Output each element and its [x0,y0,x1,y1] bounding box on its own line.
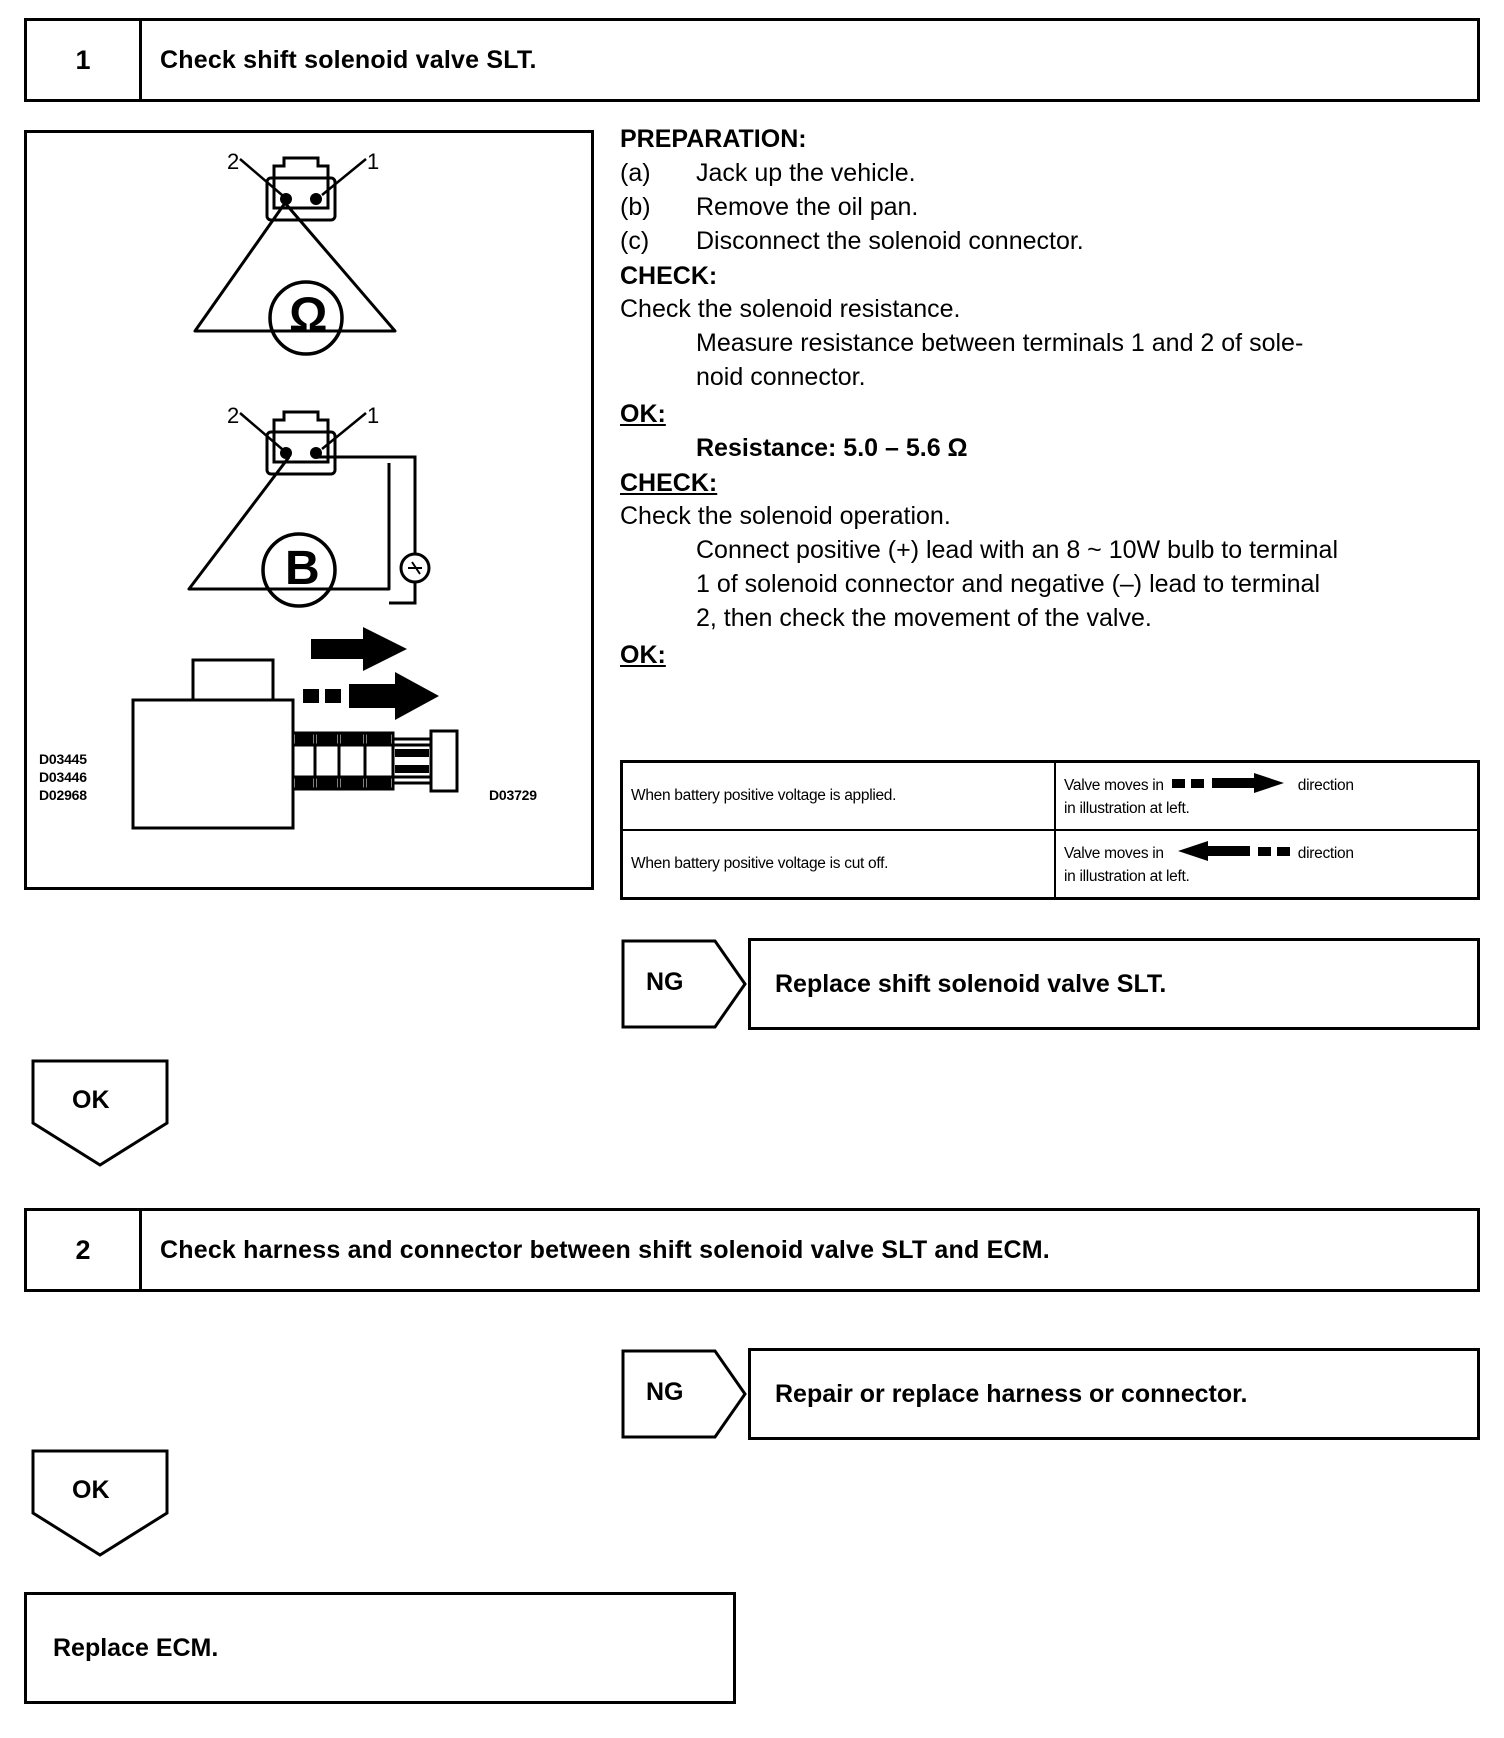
result-condition: When battery positive voltage is applied. [622,762,1056,831]
check-resistance-detail-line-2: noid connector. [696,363,866,391]
ok-label-2: OK [72,1476,110,1504]
ng-tag-1 [620,938,748,1030]
result-text-post: direction [1297,777,1354,795]
result-text-line-2: in illustration at left. [1064,868,1190,885]
preparation-item [620,156,1480,190]
left-arrow-icon [1172,841,1290,867]
step-2-box [24,1208,1480,1292]
terminal-label-right-bottom: 1 [367,403,380,428]
terminal-label-left-top: 2 [227,149,240,174]
ng-label-2: NG [646,1378,684,1406]
illustration-code-3: D02968 [39,787,87,803]
ng-tag-2 [620,1348,748,1440]
terminal-label-left-bottom: 2 [227,403,240,428]
step-1-title: Check shift solenoid valve SLT. [160,45,537,74]
preparation-item-text: Disconnect the solenoid connector. [696,227,1084,255]
result-text-pre: Valve moves in [1064,777,1164,795]
check-resistance-detail-line-1: Measure resistance between terminals 1 and 2 of sole- [696,329,1304,357]
preparation-heading: PREPARATION: [620,125,807,153]
illustration-code-1: D03445 [39,751,87,767]
preparation-item-letter: (b) [620,193,651,221]
ng-result-1: Replace shift solenoid valve SLT. [748,938,1480,1030]
terminal-label-right-top: 1 [367,149,380,174]
illustration-panel [24,130,594,890]
preparation-item [620,224,1480,258]
ng-label-1: NG [646,968,684,996]
result-text-post: direction [1297,845,1354,863]
ng-result-2: Repair or replace harness or connector. [748,1348,1480,1440]
ok-operation-heading: OK: [620,641,666,669]
solenoid-illustration [27,133,591,887]
preparation-item-letter: (a) [620,159,651,187]
check-operation-detail-line-1: Connect positive (+) lead with an 8 ~ 10W bulb to terminal [696,536,1339,564]
final-action-box: Replace ECM. [24,1592,736,1704]
preparation-item [620,190,1480,224]
result-description [1055,762,1479,831]
illustration-code-right: D03729 [489,787,537,803]
result-text-pre: Valve moves in [1064,845,1164,863]
ok-resistance-value: Resistance: 5.0 – 5.6 Ω [696,434,968,462]
illustration-code-2: D03446 [39,769,87,785]
preparation-item-text: Jack up the vehicle. [696,159,916,187]
procedure-text-column [620,125,1480,672]
battery-symbol: B [285,542,320,595]
ok-label-1: OK [72,1086,110,1114]
step-1-box [24,18,1480,102]
ng-branch-1 [620,938,1480,1030]
check-operation-heading: CHECK: [620,469,718,497]
check-operation-detail-line-3: 2, then check the movement of the valve. [696,604,1152,632]
result-description [1055,830,1479,899]
ok-tag-2 [30,1448,170,1558]
step-2-title: Check harness and connector between shift solenoid valve SLT and ECM. [160,1235,1050,1264]
check-operation-detail-line-2: 1 of solenoid connector and negative (–) lead to terminal [696,570,1320,598]
check-operation-line: Check the solenoid operation. [620,502,951,530]
step-2-number: 2 [27,1211,142,1289]
preparation-item-letter: (c) [620,227,650,255]
ok-resistance-heading: OK: [620,400,666,428]
operation-result-table [620,760,1480,900]
ok-tag-1 [30,1058,170,1168]
step-1-number: 1 [27,21,142,99]
ohm-symbol: Ω [289,289,328,342]
check-resistance-heading: CHECK: [620,262,718,290]
result-condition: When battery positive voltage is cut off. [622,830,1056,899]
table-row [622,762,1479,831]
ng-branch-2 [620,1348,1480,1440]
right-arrow-icon [1172,773,1290,799]
result-text-line-2: in illustration at left. [1064,800,1190,817]
check-resistance-line: Check the solenoid resistance. [620,295,961,323]
table-row [622,830,1479,899]
preparation-item-text: Remove the oil pan. [696,193,919,221]
